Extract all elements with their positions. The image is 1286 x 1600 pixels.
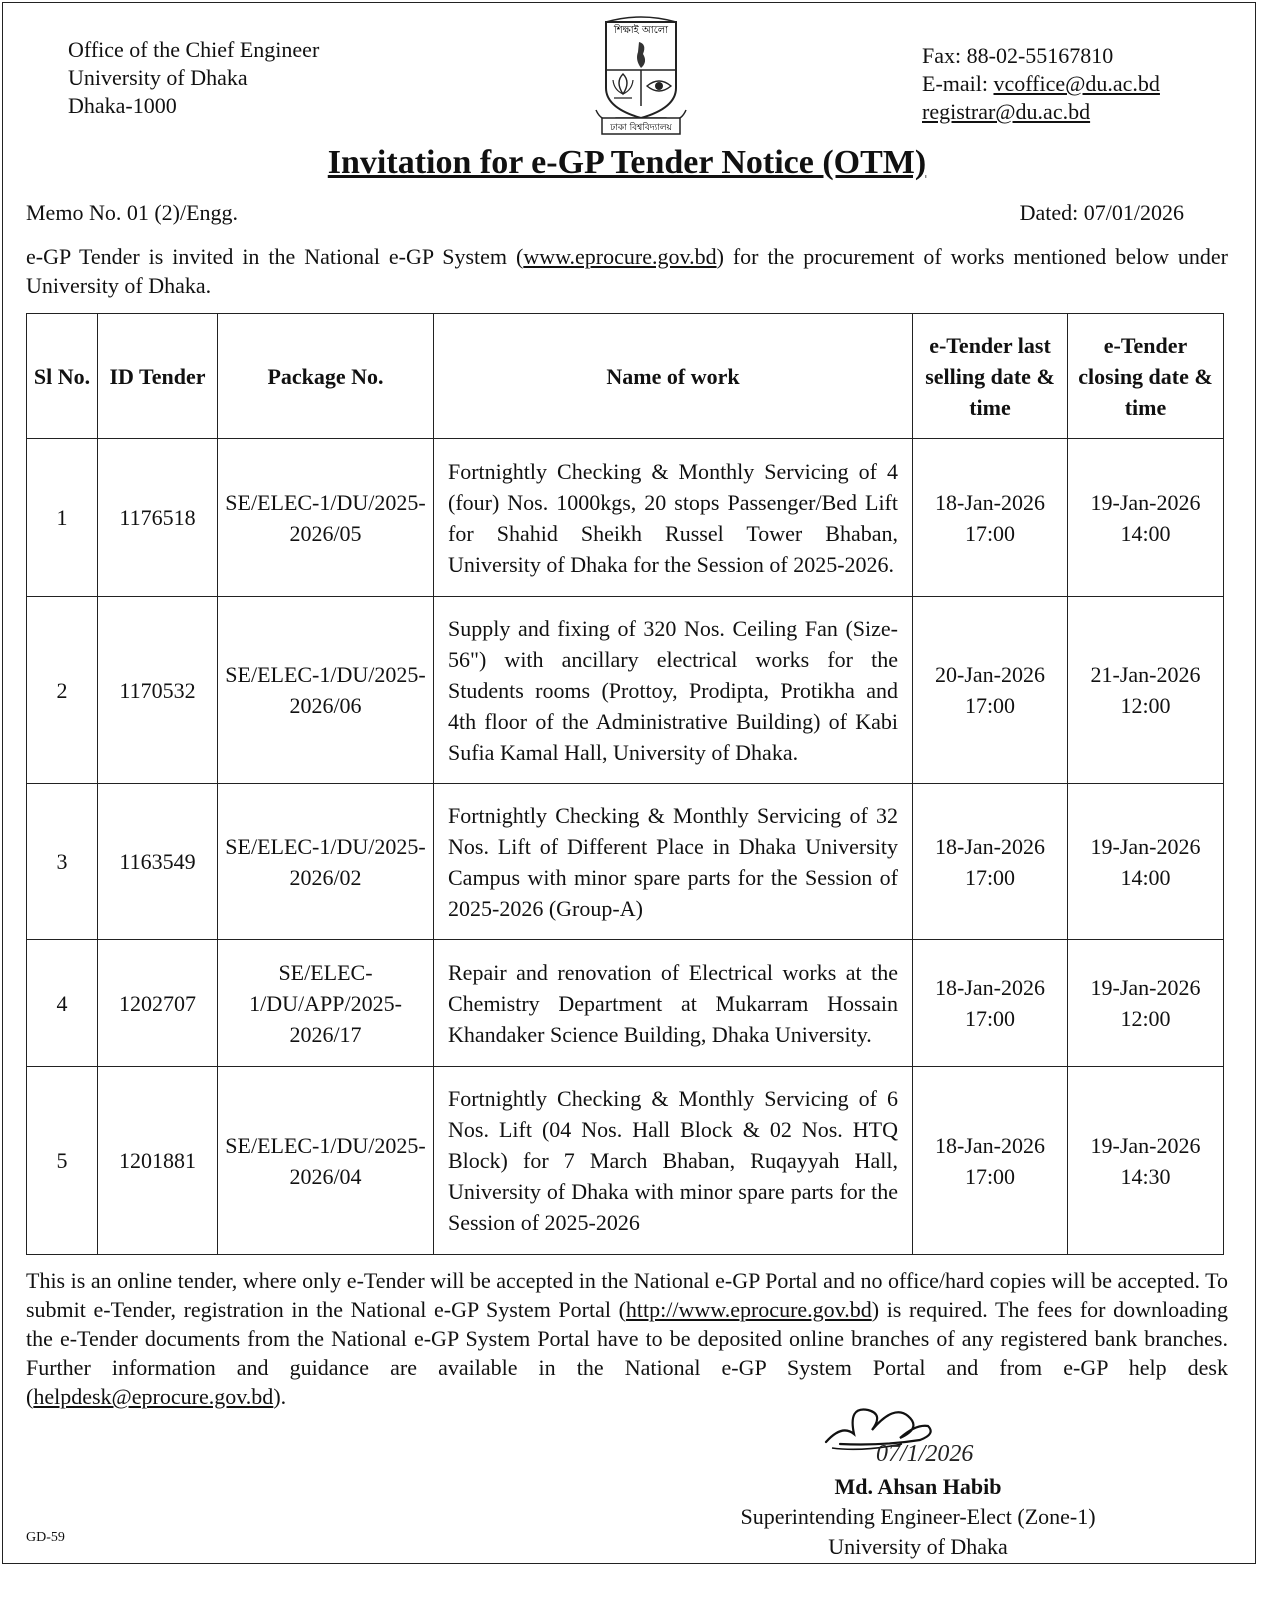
cell-package: SE/ELEC-1/DU/APP/2025-2026/17 (218, 940, 434, 1067)
table-row (27, 439, 1224, 597)
office-line-2: University of Dhaka (68, 65, 248, 90)
cell-work: Repair and renovation of Electrical works at the Chemistry Department at Mukarram Hossain Khandaker Science Building, Dhaka University. (434, 940, 913, 1067)
notice-title: Invitation for e-GP Tender Notice (OTM) (327, 144, 927, 181)
instructions-paragraph (26, 1266, 1228, 1411)
university-seal-logo (592, 14, 690, 138)
header-sl-no: Sl No. (27, 314, 98, 439)
signatory-organization: University of Dhaka (828, 1534, 1008, 1559)
cell-selling-date: 18-Jan-2026 17:00 (913, 1067, 1068, 1255)
cell-package: SE/ELEC-1/DU/2025-2026/05 (218, 439, 434, 597)
footer-text-3: ). (273, 1384, 287, 1409)
cell-closing-date: 21-Jan-2026 12:00 (1068, 597, 1224, 784)
cell-package: SE/ELEC-1/DU/2025-2026/04 (218, 1067, 434, 1255)
email-line (922, 70, 1160, 98)
cell-closing-date: 19-Jan-2026 12:00 (1068, 940, 1224, 1067)
office-line-1: Office of the Chief Engineer (68, 37, 320, 62)
cell-sl: 3 (27, 784, 98, 940)
map-icon (637, 42, 645, 68)
table-row (27, 784, 1224, 940)
header-package-no: Package No. (218, 314, 434, 439)
cell-closing-date: 19-Jan-2026 14:00 (1068, 784, 1224, 940)
header-id-tender: ID Tender (98, 314, 218, 439)
cell-work: Fortnightly Checking & Monthly Servicing of 6 Nos. Lift (04 Nos. Hall Block & 02 Nos. HTQ Block) for 7 March Bhaban, Ruqayyah Hall, University of Dhaka with minor spare parts for the Session of 2025-2026 (434, 1067, 913, 1255)
cell-selling-date: 18-Jan-2026 17:00 (913, 784, 1068, 940)
cell-sl: 4 (27, 940, 98, 1067)
email-registrar-link[interactable]: registrar@du.ac.bd (922, 99, 1091, 124)
notice-date: Dated: 07/01/2026 (1019, 200, 1184, 225)
signatory-designation: Superintending Engineer-Elect (Zone-1) (740, 1504, 1096, 1529)
cell-sl: 2 (27, 597, 98, 784)
intro-text-1: e-GP Tender is invited in the National e-GP System ( (26, 244, 524, 269)
cell-tender-id: 1176518 (98, 439, 218, 597)
header-last-selling-date: e-Tender last selling date & time (913, 314, 1068, 439)
cell-closing-date: 19-Jan-2026 14:30 (1068, 1067, 1224, 1255)
cell-sl: 1 (27, 439, 98, 597)
intro-text-2: ) for the procurement of works mentioned below under University of Dhaka. (26, 244, 1228, 298)
table-header-row (27, 314, 1224, 439)
cell-tender-id: 1201881 (98, 1067, 218, 1255)
table-row (27, 1067, 1224, 1255)
cell-closing-date: 19-Jan-2026 14:00 (1068, 439, 1224, 597)
office-address (68, 36, 319, 120)
table-row (27, 597, 1224, 784)
cell-selling-date: 20-Jan-2026 17:00 (913, 597, 1068, 784)
eprocure-link[interactable]: www.eprocure.gov.bd (523, 244, 717, 269)
cell-tender-id: 1163549 (98, 784, 218, 940)
table-row (27, 940, 1224, 1067)
memo-number: Memo No. 01 (2)/Engg. (26, 200, 239, 225)
signatory-block (708, 1472, 1128, 1562)
email-vcoffice-link[interactable]: vcoffice@du.ac.bd (993, 71, 1160, 96)
tender-table (26, 313, 1224, 1255)
form-code: GD-59 (26, 1530, 65, 1545)
office-line-3: Dhaka-1000 (68, 93, 177, 118)
seal-motto: শিক্ষাই আলো (613, 25, 669, 36)
cell-package: SE/ELEC-1/DU/2025-2026/06 (218, 597, 434, 784)
intro-paragraph (26, 242, 1228, 300)
helpdesk-email-link[interactable]: helpdesk@eprocure.gov.bd (33, 1384, 274, 1409)
cell-selling-date: 18-Jan-2026 17:00 (913, 439, 1068, 597)
email-label: E-mail: (922, 71, 994, 96)
header-closing-date: e-Tender closing date & time (1068, 314, 1224, 439)
footer-text-1: This is an online tender, where only e-Tender will be accepted in the National e-GP Portal and no office/hard copies will be accepted. To submit e-Tender, registration in the National e-GP System Portal ( (26, 1268, 1228, 1322)
cell-work: Fortnightly Checking & Monthly Servicing of 4 (four) Nos. 1000kgs, 20 stops Passenger/Bed Lift for Shahid Sheikh Russel Tower Bhaban, University of Dhaka for the Session of 2025-2026. (434, 439, 913, 597)
cell-work: Supply and fixing of 320 Nos. Ceiling Fan (Size-56") with ancillary electrical works for the Students rooms (Prottoy, Prodipta, Protikha and 4th floor of the Administrative Building) of Kabi Sufia Kamal Hall, University of Dhaka. (434, 597, 913, 784)
cell-tender-id: 1202707 (98, 940, 218, 1067)
cell-selling-date: 18-Jan-2026 17:00 (913, 940, 1068, 1067)
eye-icon (647, 81, 671, 91)
signatory-name: Md. Ahsan Habib (834, 1474, 1002, 1499)
signature-date: 07/1/2026 (876, 1441, 974, 1467)
cell-sl: 5 (27, 1067, 98, 1255)
fax-number: Fax: 88-02-55167810 (922, 43, 1114, 68)
lotus-icon (613, 74, 633, 98)
seal-name: ঢাকা বিশ্ববিদ্যালয় (610, 123, 672, 133)
header-name-of-work: Name of work (434, 314, 913, 439)
cell-tender-id: 1170532 (98, 597, 218, 784)
eprocure-portal-link[interactable]: http://www.eprocure.gov.bd (625, 1297, 872, 1322)
footer-text-2: ) is required. The fees for downloading the e-Tender documents from the National e-GP System Portal have to be deposited online branches of any registered bank branches. Further information and guidance are available in the National e-GP System Portal and from e-GP help desk ( (26, 1297, 1228, 1409)
cell-package: SE/ELEC-1/DU/2025-2026/02 (218, 784, 434, 940)
contact-block (922, 42, 1160, 126)
cell-work: Fortnightly Checking & Monthly Servicing of 32 Nos. Lift of Different Place in Dhaka University Campus with minor spare parts for the Session of 2025-2026 (Group-A) (434, 784, 913, 940)
